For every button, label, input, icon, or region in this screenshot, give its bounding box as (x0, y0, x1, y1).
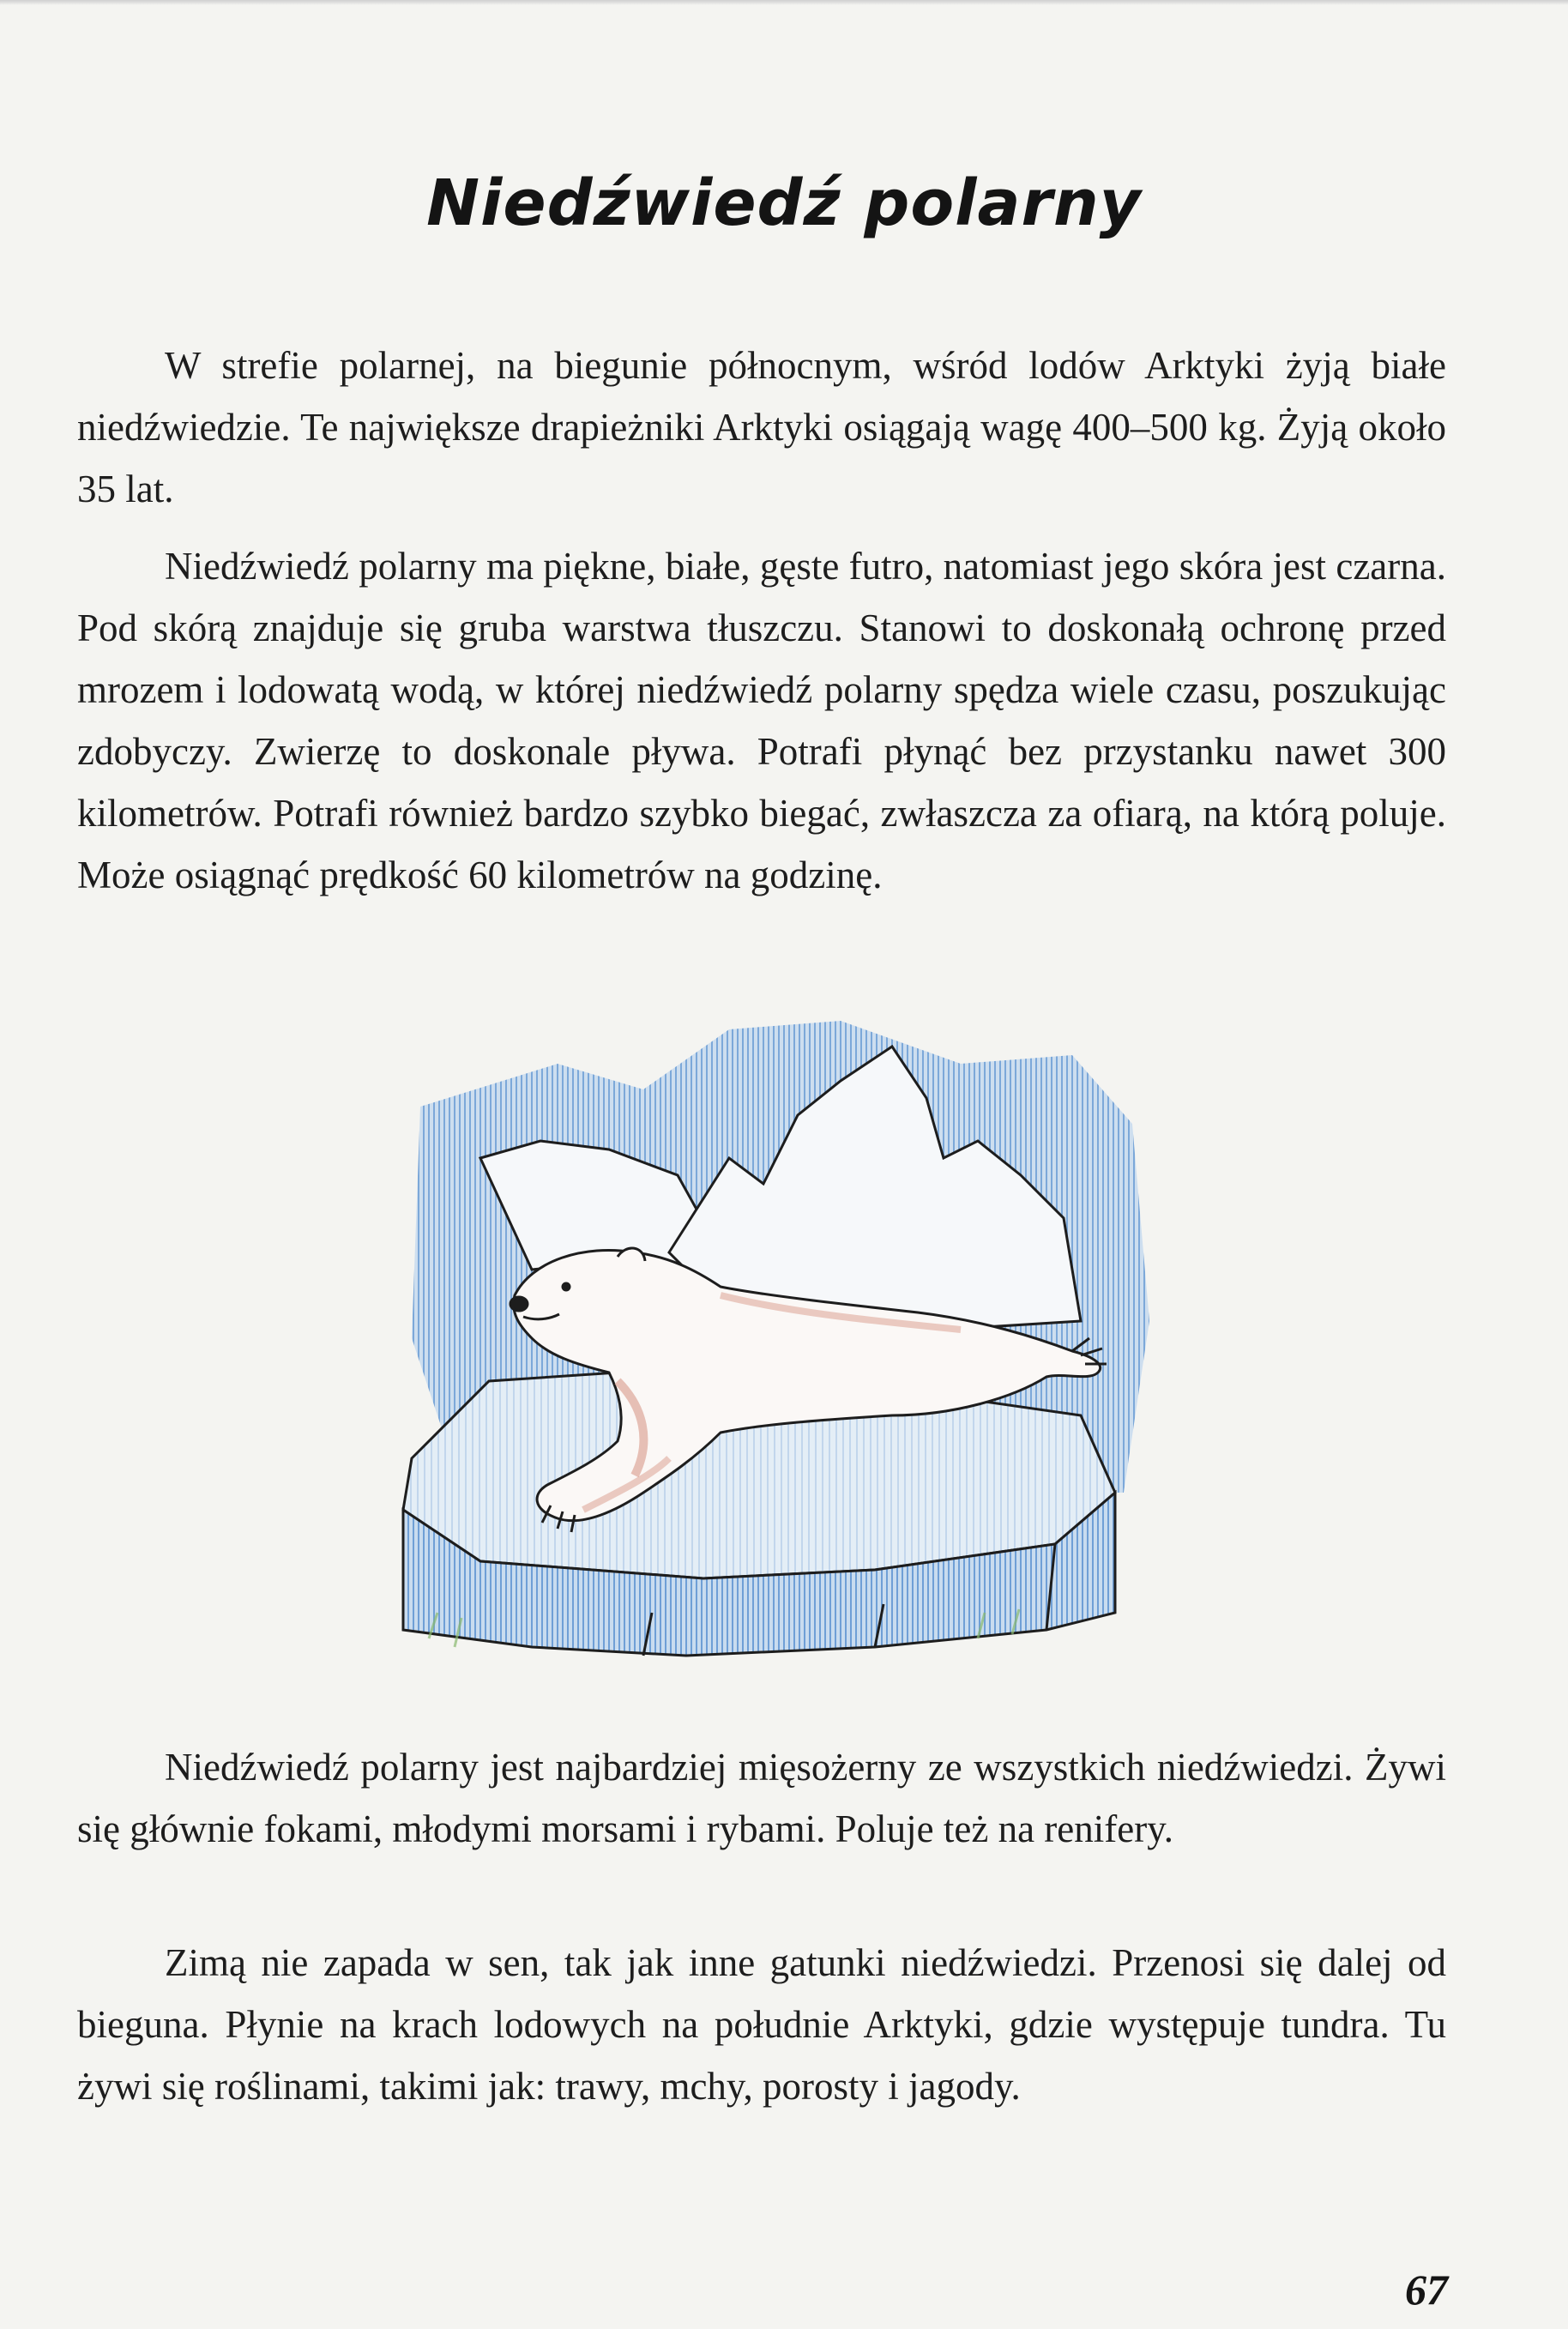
paragraph-2: Niedźwiedź polarny ma piękne, białe, gęste futro, natomiast jego skóra jest czarna. Pod skórą znajduje się gruba warstwa tłuszczu. Stanowi to doskonałą ochronę przed mrozem i lodowatą wodą, w której niedźwiedź polarny spędza wiele czasu, poszukując zdobyczy. Zwierzę to doskonale pływa. Potrafi płynąć bez przystanku nawet 300 kilometrów. Potrafi również bardzo szybko biegać, zwłaszcza za ofiarą, na którą poluje. Może osiągnąć prędkość 60 kilometrów na godzinę. (77, 545, 1446, 896)
paragraph-3: Niedźwiedź polarny jest najbardziej mięsożerny ze wszystkich niedźwiedzi. Żywi się głównie fokami, młodymi morsami i rybami. Poluje też na renifery. (77, 1746, 1446, 1850)
page-top-edge (0, 0, 1568, 5)
page-title: Niedźwiedź polarny (426, 166, 1142, 240)
page-number: 67 (1405, 2266, 1448, 2314)
paragraph-1: W strefie polarnej, na biegunie północnym, wśród lodów Arktyki żyją białe niedźwiedzie. Te największe drapieżniki Arktyki osiągają wagę 400–500 kg. Żyją około 35 lat. (77, 344, 1446, 510)
paragraph-4: Zimą nie zapada w sen, tak jak inne gatunki niedźwiedzi. Przenosi się dalej od bieguna. Płynie na krach lodowych na południe Arktyki, gdzie występuje tundra. Tu żywi się roślinami, takimi jak: trawy, mchy, porosty i jagody. (77, 1941, 1446, 2108)
polar-bear-illustration (360, 1012, 1201, 1681)
